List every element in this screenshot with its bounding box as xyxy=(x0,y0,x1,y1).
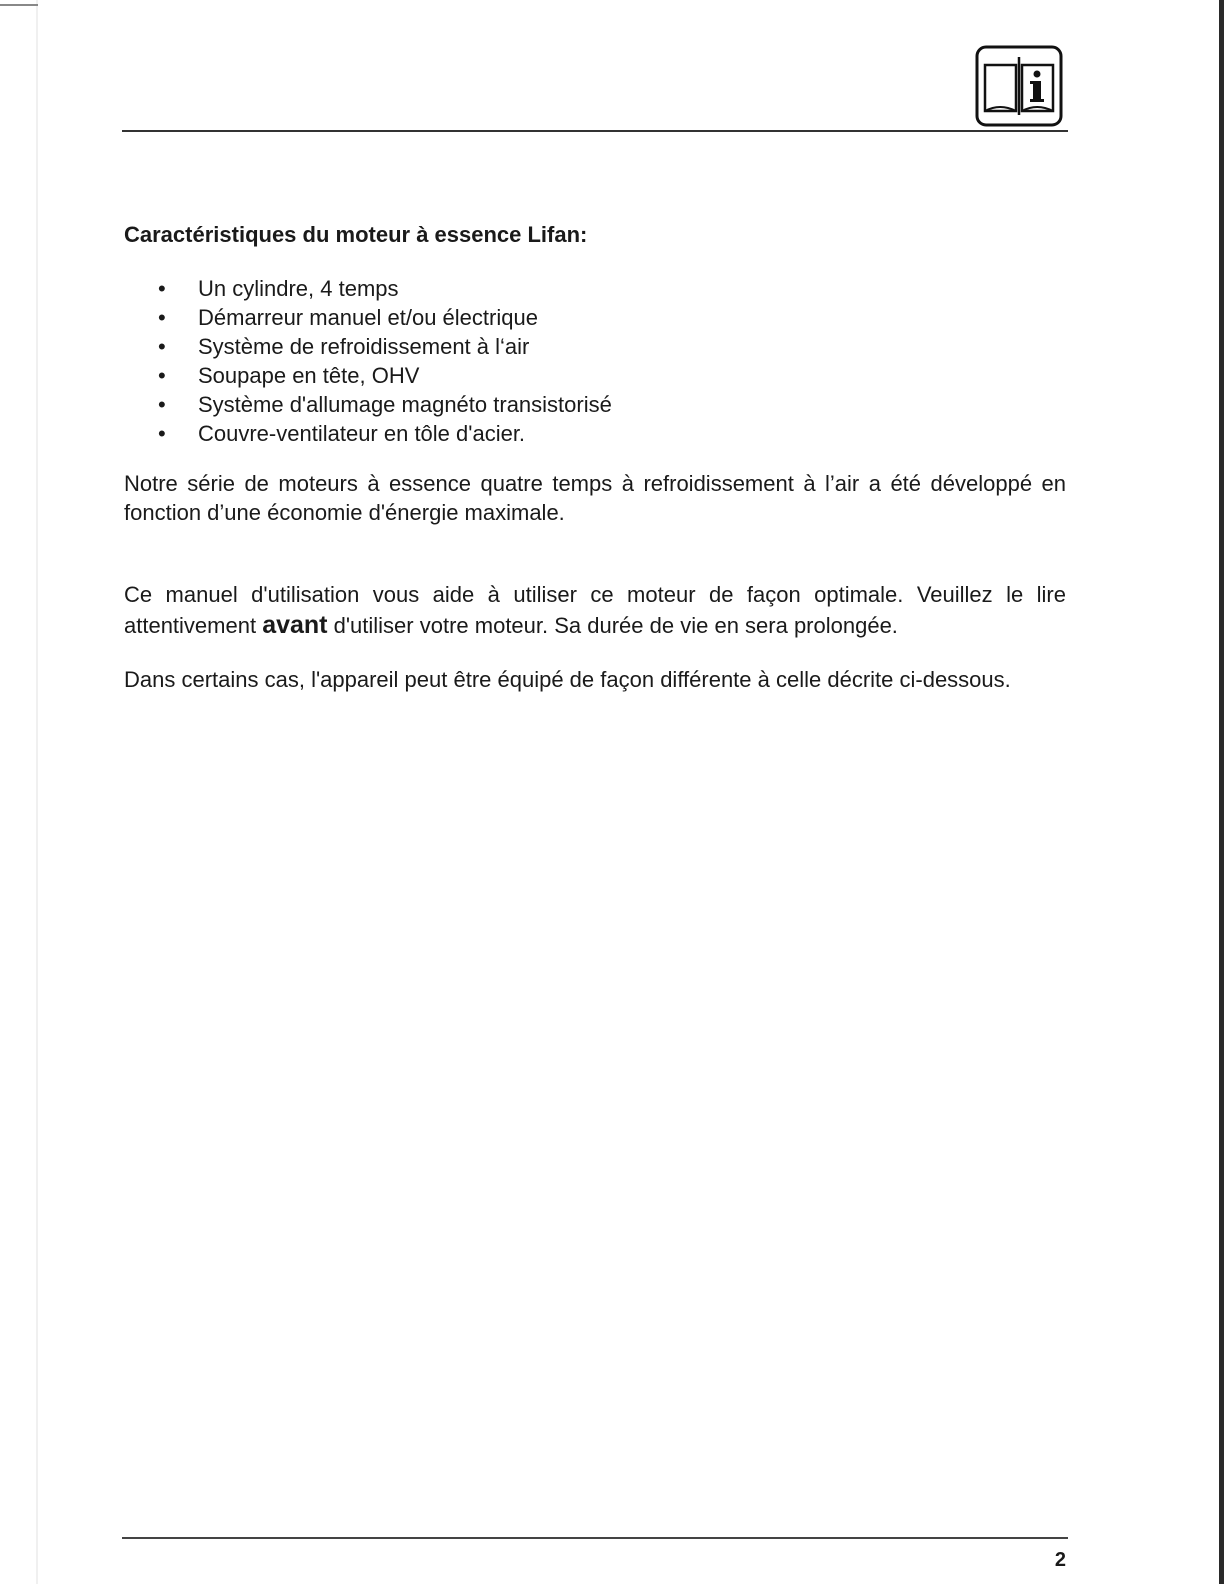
feature-item: • Système de refroidissement à l‘air xyxy=(124,332,1066,361)
paragraph-manual-text-end: d'utiliser votre moteur. Sa durée de vie en sera prolongée. xyxy=(327,613,898,638)
feature-item: • Démarreur manuel et/ou électrique xyxy=(124,303,1066,332)
feature-item: • Un cylindre, 4 temps xyxy=(124,274,1066,303)
feature-list xyxy=(124,274,1066,448)
document-body xyxy=(124,220,1066,694)
scan-edge-right xyxy=(1219,0,1224,1584)
scan-edge-left xyxy=(36,0,38,1584)
paragraph-intro: Notre série de moteurs à essence quatre temps à refroidissement à l’air a été développé en fonction d’une économie d'énergie maximale. xyxy=(124,471,1066,525)
paragraph-note: Dans certains cas, l'appareil peut être équipé de façon différente à celle décrite ci-dessous. xyxy=(124,667,1011,692)
header-rule xyxy=(122,130,1068,132)
emphasis-before: avant xyxy=(262,611,328,639)
paragraph-manual-text: Ce manuel d'utilisation vous aide à utiliser ce moteur de façon optimale. Veuillez le lire attentivement xyxy=(124,582,1066,638)
feature-item: • Soupape en tête, OHV xyxy=(124,361,1066,390)
manual-info-icon xyxy=(975,45,1063,127)
paragraph-manual xyxy=(124,579,1066,641)
page-number: 2 xyxy=(1054,1549,1066,1571)
section-heading: Caractéristiques du moteur à essence Lifan: xyxy=(124,222,588,247)
feature-item: • Couvre-ventilateur en tôle d'acier. xyxy=(124,419,1066,448)
scan-mark xyxy=(0,4,38,6)
feature-item: • Système d'allumage magnéto transistorisé xyxy=(124,390,1066,419)
footer-rule xyxy=(122,1537,1068,1539)
